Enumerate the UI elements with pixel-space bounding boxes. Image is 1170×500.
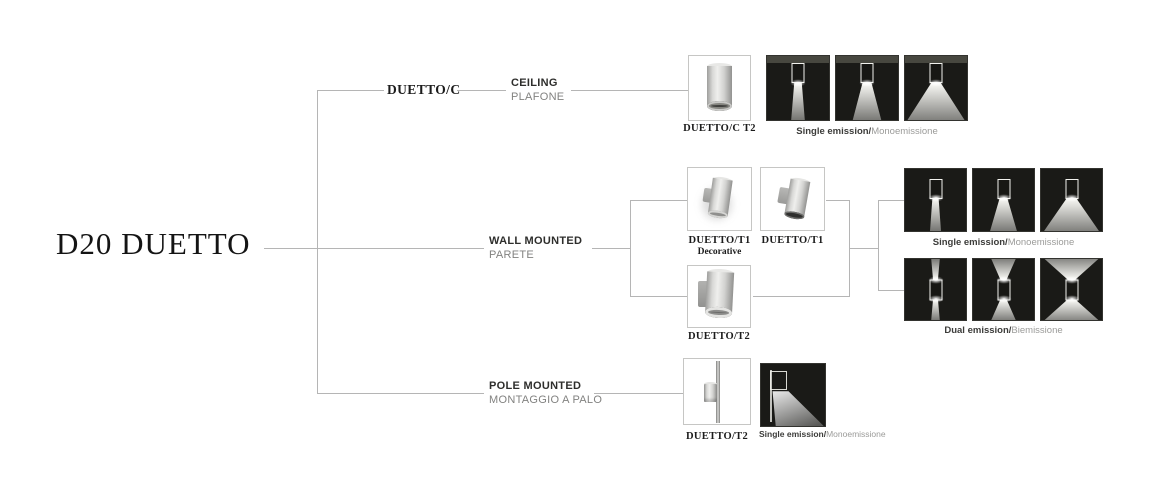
category-ceiling-italian: PLAFONE: [511, 91, 565, 103]
emission-diagram-ceiling-narrow: [766, 55, 830, 121]
wall-cylinder: [707, 178, 732, 220]
beam-glow: [927, 194, 945, 203]
cylinder-body: [704, 384, 717, 402]
product-label-duetto-t1-decorative: DUETTO/T1: [688, 235, 751, 246]
caption-bold: Single emission/: [759, 429, 827, 439]
product-label-duetto-t2-wall: DUETTO/T2: [687, 331, 751, 342]
beam-glow: [1063, 275, 1081, 284]
model-label-duetto-c: DUETTO/C: [387, 82, 461, 97]
page-title: D20 DUETTO: [56, 226, 251, 261]
category-wall-mounted-italian: PARETE: [489, 249, 534, 261]
emission-diagram-pole: [760, 363, 826, 427]
wall-cylinder: [784, 179, 811, 222]
emission-caption-ceiling: [766, 126, 968, 137]
emission-diagram-wall-dual-medium: [972, 258, 1035, 321]
caption-bold: Single emission/: [796, 126, 872, 137]
pole-cylinder: [704, 384, 717, 404]
beam-glow: [1063, 194, 1081, 203]
connector-line: [826, 200, 850, 201]
emission-diagram-ceiling-wide: [904, 55, 968, 121]
fixture-outline: [770, 371, 787, 390]
emission-caption-wall-dual: [904, 325, 1103, 336]
ceiling-strip: [767, 56, 829, 63]
emission-diagram-wall-dual-wide: [1040, 258, 1103, 321]
category-pole-mounted: POLE MOUNTED: [489, 380, 582, 392]
caption-light: Monoemissione: [871, 126, 938, 137]
connector-line: [849, 248, 878, 249]
connector-line: [457, 90, 506, 91]
connector-line: [317, 90, 318, 394]
category-ceiling: CEILING: [511, 77, 558, 89]
emission-diagram-wall-single-narrow: [904, 168, 967, 232]
product-image-duetto-t1: [760, 167, 825, 231]
caption-light: Biemissione: [1011, 325, 1063, 336]
product-sublabel-decorative: Decorative: [697, 247, 742, 257]
cylinder-lens: [707, 101, 732, 111]
category-wall-mounted: WALL MOUNTED: [489, 235, 583, 247]
emission-diagram-wall-single-wide: [1040, 168, 1103, 232]
connector-line: [594, 393, 683, 394]
cylinder-body: [707, 66, 732, 106]
connector-line: [571, 90, 688, 91]
connector-line: [592, 248, 631, 249]
connector-line: [630, 296, 687, 297]
connector-line: [878, 290, 904, 291]
wall-cylinder: [705, 270, 734, 319]
connector-line: [630, 200, 631, 297]
emission-diagram-wall-dual-narrow: [904, 258, 967, 321]
caption-light: Monoemissione: [1007, 237, 1075, 248]
product-image-duetto-t1-decorative: [687, 167, 752, 231]
product-label-duetto-t2-pole: DUETTO/T2: [685, 431, 749, 442]
connector-line: [318, 393, 484, 394]
connector-line: [878, 200, 904, 201]
emission-caption-pole: [759, 429, 949, 439]
beam-glow: [927, 295, 945, 304]
caption-bold: Single emission/: [932, 237, 1008, 248]
connector-line: [318, 90, 384, 91]
connector-line: [630, 200, 687, 201]
product-image-duetto-c-t2: [688, 55, 751, 121]
beam-glow: [858, 78, 876, 87]
category-pole-mounted-italian: MONTAGGIO A PALO: [489, 394, 603, 406]
cylinder-lens: [705, 306, 733, 318]
emission-diagram-wall-single-medium: [972, 168, 1035, 232]
emission-diagram-ceiling-medium: [835, 55, 899, 121]
product-label-duetto-c-t2: DUETTO/C T2: [683, 123, 756, 134]
connector-line: [878, 200, 879, 291]
beam-glow: [927, 275, 945, 284]
connector-line: [753, 296, 850, 297]
ceiling-strip: [836, 56, 898, 63]
connector-line: [264, 248, 484, 249]
beam-glow: [927, 78, 945, 87]
beam-glow: [1063, 295, 1081, 304]
beam-glow: [789, 78, 807, 87]
product-image-duetto-t2-pole: [683, 358, 751, 425]
emission-caption-wall-single: [904, 237, 1103, 248]
caption-bold: Dual emission/: [944, 325, 1012, 336]
product-image-duetto-t2-wall: [687, 265, 751, 328]
caption-light: Monoemissione: [826, 429, 886, 439]
ceiling-strip: [905, 56, 967, 63]
beam-glow: [995, 194, 1013, 203]
product-label-duetto-t1: DUETTO/T1: [761, 235, 824, 246]
beam-glow: [995, 295, 1013, 304]
beam-glow: [995, 275, 1013, 284]
